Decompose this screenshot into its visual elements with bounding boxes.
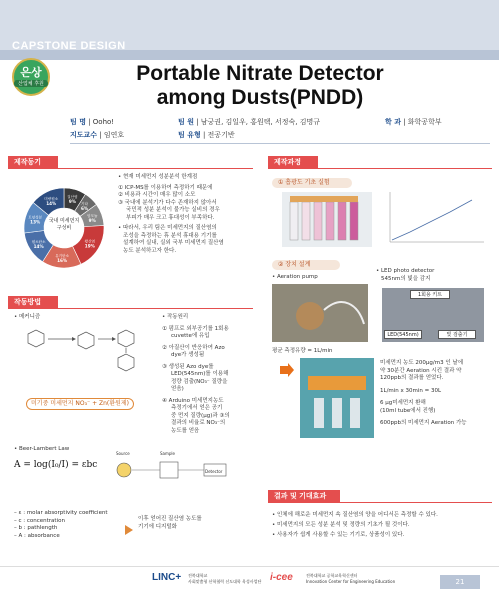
title-line-1: Portable Nitrate Detector — [136, 62, 384, 85]
section-process: 제작과정 — [268, 156, 318, 168]
kit-label: 1회용 키트 — [410, 290, 450, 299]
pie-slice-value: 13% — [30, 219, 41, 225]
linc-logo: LINC+ — [152, 572, 182, 583]
poster-title — [100, 62, 420, 110]
pie-slice-label: 미량원소 — [44, 196, 59, 201]
beer-lambert-legend: – ε : molar absorptivity coefficient – c : concentration – b : pathlength – A : absorbance — [14, 510, 108, 539]
arrow-right-icon — [125, 520, 133, 530]
led-label: LED(545nm) — [384, 330, 422, 339]
section-results-line — [268, 502, 492, 503]
icee-logo: i-cee — [270, 572, 293, 583]
absorbance-calibration-chart — [380, 188, 488, 250]
department-row: 학 과 | 화학공학부 — [385, 118, 442, 126]
mechanism-label: • 메커니즘 — [14, 314, 41, 320]
step-1-header: ① 흡광도 기초 실험 — [272, 178, 352, 188]
pie-slice-value: 9% — [68, 199, 76, 205]
experiment-result: 미세먼지 농도 200μg/m3 인 날에 약 30분간 Aeration 시킨 결과 약 120ppb의 결과를 얻었다. 1L/min x 30min = 30L 6 μg미세먼지 환해 (10ml tube에서 진행) 600ppb의 미세먼지 Aeration 가능 — [380, 360, 467, 426]
diagram-sample-label: Sample — [160, 451, 175, 456]
pie-slice-label: 기타 — [81, 202, 89, 207]
pie-slice-value: 14% — [33, 244, 44, 250]
flow-rate-label: 평균 측정유량 = 1L/min — [272, 348, 333, 354]
advisor-row: 지도교수 | 임연호 — [70, 131, 125, 139]
section-results: 결과 및 기대효과 — [268, 490, 340, 502]
section-principle: 작동방법 — [8, 296, 58, 308]
pie-slice-label: 토양성분 — [28, 215, 43, 220]
pie-slice-label: 원소탄소 — [31, 240, 46, 245]
led-detector-label: • LED photo detector 545nm의 빛을 감지 — [376, 268, 435, 282]
pie-slice-value: 19% — [84, 243, 95, 249]
section-motivation-line — [8, 168, 253, 169]
detector-label: 빛 검출기 — [438, 330, 476, 339]
digitize-note: 이후 얻어진 질산염 농도를 기기에 디지털화 — [138, 516, 202, 530]
pie-slice-value: 9% — [88, 217, 96, 223]
section-motivation: 제작동기 — [8, 156, 58, 168]
operation-steps: • 작동원리 ① 펌프로 외부공기를 1회용 cuvette에 유입 ② 아질산이 반응하여 Azo dye가 생성됨 ③ 생성된 Azo dye를 LED(545nm)를 이용해 정량 검출(NO₃⁻ 질량을 얻음) ④ Arduino 미세먼지농도 측정기에서 얻은 공기 중 먼지 질량(μg)과 ③의 결과의 비율로 NO₃⁻의 농도를 얻음 — [162, 314, 230, 434]
award-badge-subtitle: 산업체 후원 — [14, 80, 48, 87]
pie-slice-value: 16% — [57, 257, 68, 263]
section-process-line — [268, 168, 492, 169]
pie-slice-label: 유기탄소 — [55, 253, 70, 258]
icee-text: 전북대학교 공학교육혁신센터 Innovation Center for Engineering Education — [306, 573, 396, 584]
beer-lambert-equation: A = log(I₀/I) = εbc — [14, 460, 98, 470]
pie-slice-value: 14% — [46, 200, 57, 206]
pump-photo — [272, 284, 368, 342]
linc-text: 전북대학교 사회맞춤형 산학협력 선도대학 육성사업단 — [188, 573, 262, 584]
reaction-scheme — [14, 324, 154, 394]
diagram-detector-label: Detector — [205, 469, 223, 474]
section-principle-line — [8, 308, 253, 309]
members-row: 팀 원 | 남궁권, 김일우, 홍원택, 서정숙, 김명규 — [178, 118, 321, 126]
header-divider — [70, 143, 490, 144]
pie-center-label: 국내 미세먼지 구성비 — [48, 218, 80, 231]
beer-lambert-label: • Beer-Lambert Law — [14, 446, 70, 452]
step-2-header: ② 장치 설계 — [272, 260, 340, 270]
pie-slice-label: 암모늄 — [87, 213, 98, 218]
page-number: 21 — [440, 575, 480, 589]
pie-slice-value: 6% — [80, 206, 89, 212]
title-line-2: among Dusts(PNDD) — [156, 86, 364, 109]
team-type-row: 팀 유형 | 전공기반 — [178, 131, 235, 139]
award-badge-title: 은상 — [20, 66, 42, 79]
aeration-pump-label: • Aeration pump — [272, 274, 318, 280]
reaction-box: 미기중 미세먼지 NO₃⁻ + Zn(환원제) — [26, 398, 134, 410]
arrow-right-icon-2 — [280, 362, 294, 376]
pie-slice-label: 황산염 — [84, 239, 96, 244]
cuvette-photo — [282, 192, 372, 247]
program-label: CAPSTONE DESIGN — [12, 40, 126, 52]
team-name-row: 팀 명 | Ooho! — [70, 118, 115, 126]
results-list: • 인체에 해로운 미세먼지 속 질산염의 양을 어디서든 측정할 수 있다. • 미세먼지의 모든 성분 분석 및 정량의 기초가 될 것이다. • 사용자가 쉽게 사용할 수 있는 기기로, 상품성이 있다. — [272, 512, 438, 538]
pie-slice-label: 질산염 — [67, 195, 78, 200]
motivation-text: • 현재 미세먼지 성분분석 한계점 ① ICP-MS를 이용하여 측정하기 때문에 ② 비용과 시간이 매우 많이 소모 ③ 국내에 분석기가 다수 존재하지 않아서 국민적 성분 분석이 불가능 실비의 경우 부피가 매우 크고 휴대성이 부족하다. • 따라서, 우리 팀은 미세먼지의 질산염의 조성을 측정하는 휴 분석 휴대용 기기를 설계하여 실내, 실외 국부 미세먼지 질산염 농도 분석하고자 한다. — [118, 174, 224, 254]
diagram-source-label: Source — [116, 451, 130, 456]
aeration-setup-photo — [300, 358, 374, 438]
